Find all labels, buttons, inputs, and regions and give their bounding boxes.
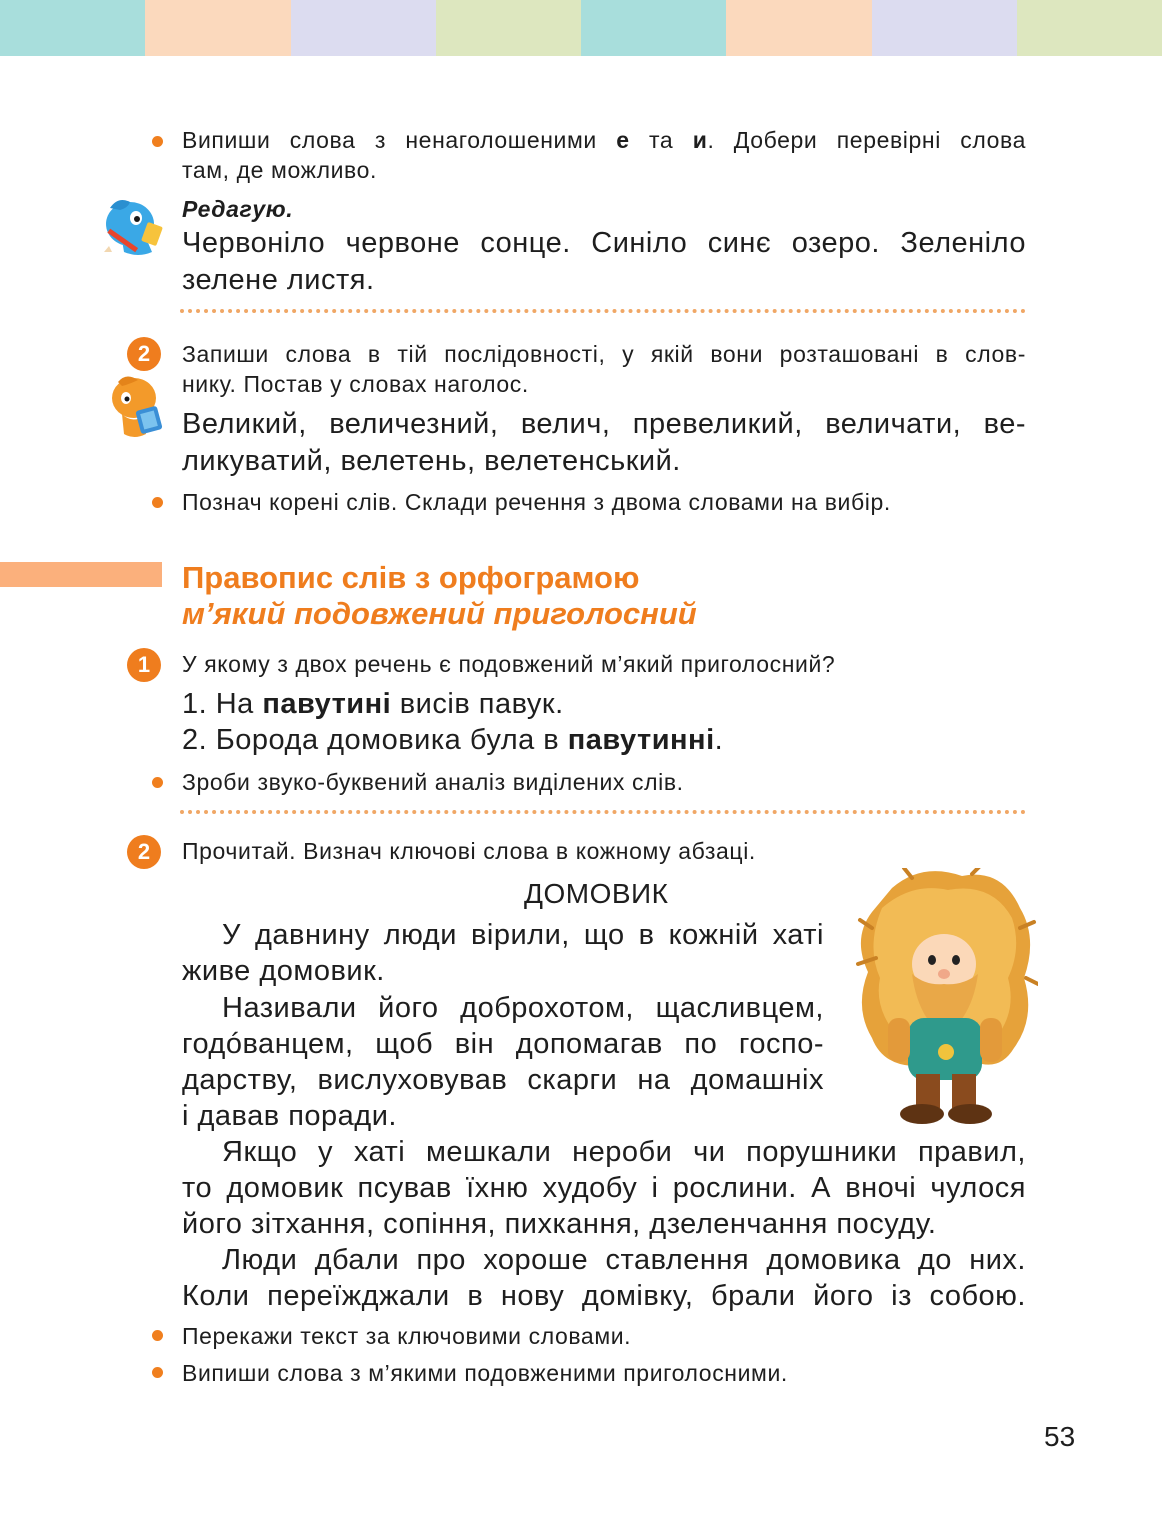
stripe (872, 0, 1017, 56)
task2-instruction: Прочитай. Визнач ключові слова в кожному абзаці. (182, 838, 756, 864)
task-number-badge: 2 (127, 835, 161, 869)
bullet-icon (152, 777, 163, 788)
blue-mascot-pencil-icon (100, 194, 170, 264)
story-p4-line1: Люди дбали про хороше ставлення домовика до них. (222, 1244, 1026, 1276)
stripe (581, 0, 726, 56)
bullet-icon (152, 1330, 163, 1341)
story-p2-line1: Називали його доброхотом, щасливцем, (222, 992, 824, 1024)
story-bullet-2: Випиши слова з м’якими подовженими приголосними. (182, 1360, 788, 1386)
edit-text-line1: Червоніло червоне сонце. Синіло синє озеро. Зеленіло (182, 227, 1026, 259)
story-p2-line4: і давав поради. (182, 1100, 397, 1132)
stripe (726, 0, 871, 56)
task-instruction-line2: там, де можливо. (182, 157, 378, 183)
stripe (436, 0, 581, 56)
sentence-2: 2. Борода домовика була в павутинні. (182, 724, 724, 756)
section-marker-bar (0, 562, 162, 587)
stripe (145, 0, 290, 56)
story-p3-line3: його зітхання, сопіння, пихкання, дзеленчання посуду. (182, 1208, 937, 1240)
bullet-icon (152, 1367, 163, 1378)
stripe (0, 0, 145, 56)
page-number: 53 (1044, 1421, 1076, 1452)
task2-instruction-line2: нику. Постав у словах наголос. (182, 371, 529, 397)
story-p4-line2: Коли переїжджали в нову домівку, брали його із собою. (182, 1280, 1026, 1312)
story-p3-line2: то домовик псував їхню худобу і рослини. А вночі чулося (182, 1172, 1026, 1204)
task2-bullet: Познач корені слів. Склади речення з двома словами на вибір. (182, 489, 891, 515)
story-p2-line2: годóванцем, щоб він допомагав по госпо- (182, 1028, 824, 1060)
task-number-badge: 2 (127, 337, 161, 371)
edit-heading: Редагую. (182, 196, 294, 222)
bullet-icon (152, 136, 163, 147)
section-title (182, 560, 1042, 632)
stripe (1017, 0, 1162, 56)
section-title-line2 (182, 596, 1042, 632)
story-title: ДОМОВИК (524, 878, 669, 909)
task-instruction: Випиши слова з ненаголошеними е та и. Добери перевірні слова (182, 127, 1027, 153)
word-list-line1: Великий, величезний, велич, превеликий, величати, ве- (182, 408, 1026, 440)
word-list-line2: ликуватий, велетень, велетенський. (182, 445, 681, 477)
section-title-italic: м’який подовжений приголосний (182, 596, 697, 631)
bullet-icon (152, 497, 163, 508)
top-color-stripes (0, 0, 1162, 56)
stripe (291, 0, 436, 56)
domovyk-illustration (852, 868, 1038, 1130)
story-p2-line3: дарству, вислуховував скарги на домашніх (182, 1064, 824, 1096)
section-title-line1: Правопис слів з орфограмою (182, 560, 640, 595)
dotted-separator (180, 810, 1026, 814)
dotted-separator (180, 309, 1026, 313)
story-bullet-1: Перекажи текст за ключовими словами. (182, 1323, 632, 1349)
task1-question: У якому з двох речень є подовжений м’який приголосний? (182, 651, 836, 677)
story-p1-line2: живе домовик. (182, 955, 385, 987)
story-p3-line1: Якщо у хаті мешкали нероби чи порушники правил, (222, 1136, 1026, 1168)
task1-bullet: Зроби звуко-буквений аналіз виділених слів. (182, 769, 684, 795)
task2-instruction-line1: Запиши слова в тій послідовності, у якій вони розташовані в слов- (182, 341, 1026, 367)
orange-mascot-book-icon (104, 374, 168, 440)
story-p1-line1: У давнину люди вірили, що в кожній хаті (222, 919, 824, 951)
edit-text-line2: зелене листя. (182, 264, 375, 296)
task-number-badge: 1 (127, 648, 161, 682)
sentence-1: 1. На павутині висів павук. (182, 688, 564, 720)
